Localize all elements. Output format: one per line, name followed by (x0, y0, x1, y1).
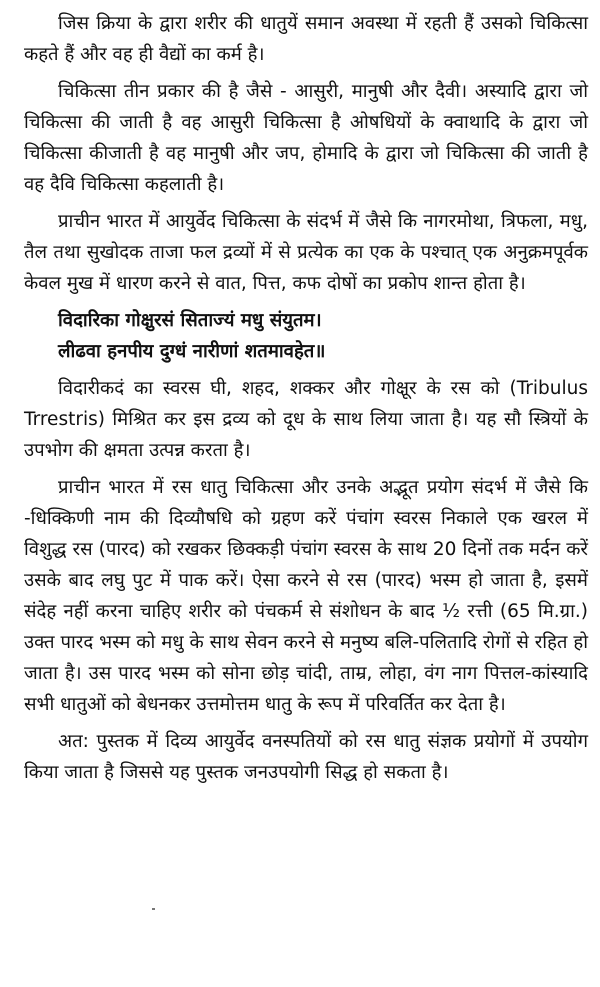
paragraph-ras-dhatu: प्राचीन भारत में रस धातु चिकित्सा और उनके अद्भूत प्रयोग संदर्भ में जैसे कि -धिक्किणी नाम की दिव्यौषधि को ग्रहण करें पंचांग स्वरस निकाले एक खरल में विशुद्ध रस (पारद) को रखकर छिक्कड़ी पंचांग स्वरस के साथ 20 दिनों तक मर्दन करें उसके बाद लघु पुट में पाक करें। ऐसा करने से रस (पारद) भस्म हो जाता है, इसमें संदेह नहीं करना चाहिए शरीर को पंचकर्म से संशोधन के बाद ½ रत्ती (65 मि.ग्रा.) उक्त पारद भस्म को मधु के साथ सेवन करने से मनुष्य बलि-पलितादि रोगों से रहित हो जाता है। उस पारद भस्म को सोना छोड़ चांदी, ताम्र, लोहा, वंग नाग पित्तल-कांस्यादि सभी धातुओं को बेधनकर उत्तमोत्तम धातु के रूप में परिवर्तित कर देता है। (24, 477, 588, 715)
verse-line-2: लीढवा हनपीय दुग्धं नारीणां शतमावहेत॥ (58, 341, 326, 362)
paragraph-ancient-ayurveda: प्राचीन भारत में आयुर्वेद चिकित्सा के संदर्भ में जैसे कि नागरमोथा, त्रिफला, मधु, तैल तथा सुखोदक ताजा फल द्रव्यों में से प्रत्येक का एक के पश्चात् एक अनुक्रमपूर्वक केवल मुख में धारण करने से वात, पित्त, कफ दोषों का प्रकोप शान्त होता है। (24, 211, 588, 294)
paragraph-chikitsa-definition: जिस क्रिया के द्वारा शरीर की धातुयें समान अवस्था में रहती हैं उसको चिकित्सा कहते हैं और वह ही वैद्यों का कर्म है। (24, 13, 588, 65)
verse-line-1: विदारिका गोक्षुरसं सिताज्यं मधु संयुतम। (58, 310, 322, 331)
page-speck (152, 908, 155, 910)
paragraph-vidarikand: विदारीकदं का स्वरस घी, शहद, शक्कर और गोक्षूर के रस को (Tribulus Trrestris) मिश्रित कर इस द्रव्य को दूध के साथ लिया जाता है। यह सौ स्त्रियों के उपभोग की क्षमता उत्पन्न करता है। (24, 378, 588, 461)
paragraph-conclusion: अत: पुस्तक में दिव्य आयुर्वेद वनस्पतियों को रस धातु संज्ञक प्रयोगों में उपयोग किया जाता है जिससे यह पुस्तक जनउपयोगी सिद्ध हो सकता है। (24, 731, 588, 783)
paragraph-chikitsa-types: चिकित्सा तीन प्रकार की है जैसे - आसुरी, मानुषी और दैवी। अस्यादि द्वारा जो चिकित्सा की जाती है वह आसुरी चिकित्सा है ओषधियों के क्वाथादि के द्वारा जो चिकित्सा कीजाती है वह मानुषी और जप, होमादि के द्वारा जो चिकित्सा की जाती है वह दैवि चिकित्सा कहलाती है। (24, 81, 588, 195)
sanskrit-verse (58, 305, 588, 367)
